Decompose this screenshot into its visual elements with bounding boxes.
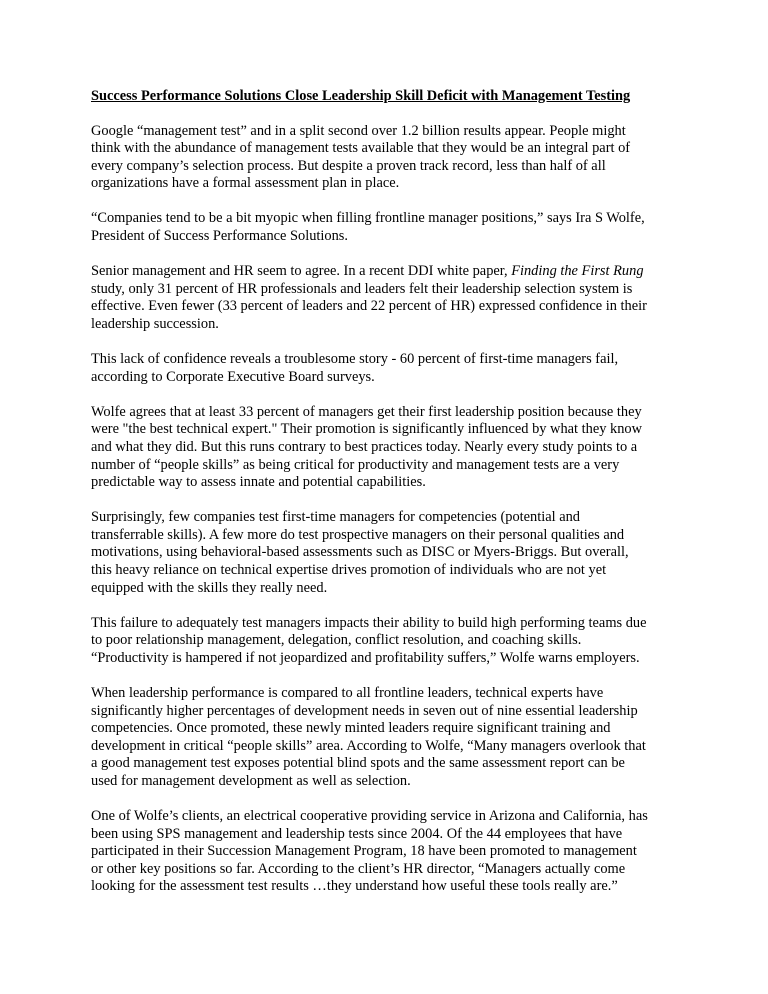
text-line: President of Success Performance Solutions. (91, 228, 348, 245)
text-line: motivations, using behavioral-based assessments such as DISC or Myers-Briggs. But overall, (91, 544, 629, 561)
text-line: a good management test exposes potential blind spots and the same assessment report can be (91, 755, 625, 772)
study-title-italic: Finding the First Rung (511, 263, 644, 280)
text-line: This failure to adequately test managers impacts their ability to build high performing teams due (91, 614, 647, 631)
paragraph-ddi-study (91, 263, 691, 333)
text-line: “Productivity is hampered if not jeopardized and profitability suffers,” Wolfe warns employers. (91, 649, 640, 666)
text-line (91, 263, 691, 281)
text-line: to poor relationship management, delegation, conflict resolution, and coaching skills. (91, 632, 582, 649)
text-line: used for management development as well as selection. (91, 772, 411, 789)
text-line: effective. Even fewer (33 percent of leaders and 22 percent of HR) expressed confidence in their (91, 298, 647, 315)
text-line: organizations have a formal assessment plan in place. (91, 175, 400, 192)
document-title: Success Performance Solutions Close Leadership Skill Deficit with Management Testing (91, 88, 631, 104)
paragraph-google-results (91, 123, 691, 193)
text-line: predictable way to assess innate and potential capabilities. (91, 474, 426, 491)
text-line: number of “people skills” as being critical for productivity and management tests are a very (91, 456, 620, 473)
text-line: were "the best technical expert." Their promotion is significantly influenced by what they know (91, 421, 642, 438)
paragraph-failure (91, 615, 691, 668)
text-line: Wolfe agrees that at least 33 percent of managers get their first leadership position because they (91, 403, 642, 420)
paragraph-wolfe-quote (91, 210, 691, 245)
text-line: equipped with the skills they really need. (91, 579, 328, 596)
text-line: been using SPS management and leadership tests since 2004. Of the 44 employees that have (91, 825, 623, 842)
paragraph-client-example (91, 808, 691, 896)
text-line: When leadership performance is compared to all frontline leaders, technical experts have (91, 684, 604, 701)
paragraph-technical-expert (91, 404, 691, 492)
paragraph-competencies (91, 509, 691, 597)
text-line: development in critical “people skills” area. According to Wolfe, “Many managers overlook that (91, 737, 646, 754)
text-line: or other key positions so far. According to the client’s HR director, “Managers actually come (91, 860, 626, 877)
document-page (91, 88, 691, 913)
text-line: One of Wolfe’s clients, an electrical cooperative providing service in Arizona and California, has (91, 808, 648, 824)
text-line: competencies. Once promoted, these newly minted leaders require significant training and (91, 720, 611, 737)
text-line: study, only 31 percent of HR professionals and leaders felt their leadership selection system is (91, 280, 633, 297)
text-line: this heavy reliance on technical expertise drives promotion of individuals who are not yet (91, 561, 607, 578)
text-line: looking for the assessment test results …they understand how useful these tools really are.” (91, 878, 618, 895)
text-line: leadership succession. (91, 315, 219, 332)
text-line: transferrable skills). A few more do test prospective managers on their personal qualities and (91, 526, 625, 543)
text-line: Google “management test” and in a split second over 1.2 billion results appear. People might (91, 122, 626, 139)
text-segment: Senior management and HR seem to agree. In a recent DDI white paper, (91, 263, 512, 280)
text-line: significantly higher percentages of development needs in seven out of nine essential leadership (91, 702, 638, 719)
text-line: “Companies tend to be a bit myopic when filling frontline manager positions,” says Ira S Wolfe, (91, 210, 645, 227)
text-line: according to Corporate Executive Board surveys. (91, 368, 375, 385)
text-line: and what they did. But this runs contrary to best practices today. Nearly every study points to a (91, 438, 638, 455)
paragraph-leadership-performance (91, 685, 691, 791)
paragraph-confidence (91, 351, 691, 386)
text-line: This lack of confidence reveals a troublesome story - 60 percent of first-time managers fail, (91, 351, 619, 368)
text-line: every company’s selection process. But despite a proven track record, less than half of all (91, 157, 606, 174)
text-line: participated in their Succession Management Program, 18 have been promoted to management (91, 843, 637, 860)
text-line: Surprisingly, few companies test first-time managers for competencies (potential and (91, 509, 580, 526)
text-line: think with the abundance of management tests available that they would be an integral part of (91, 140, 631, 157)
